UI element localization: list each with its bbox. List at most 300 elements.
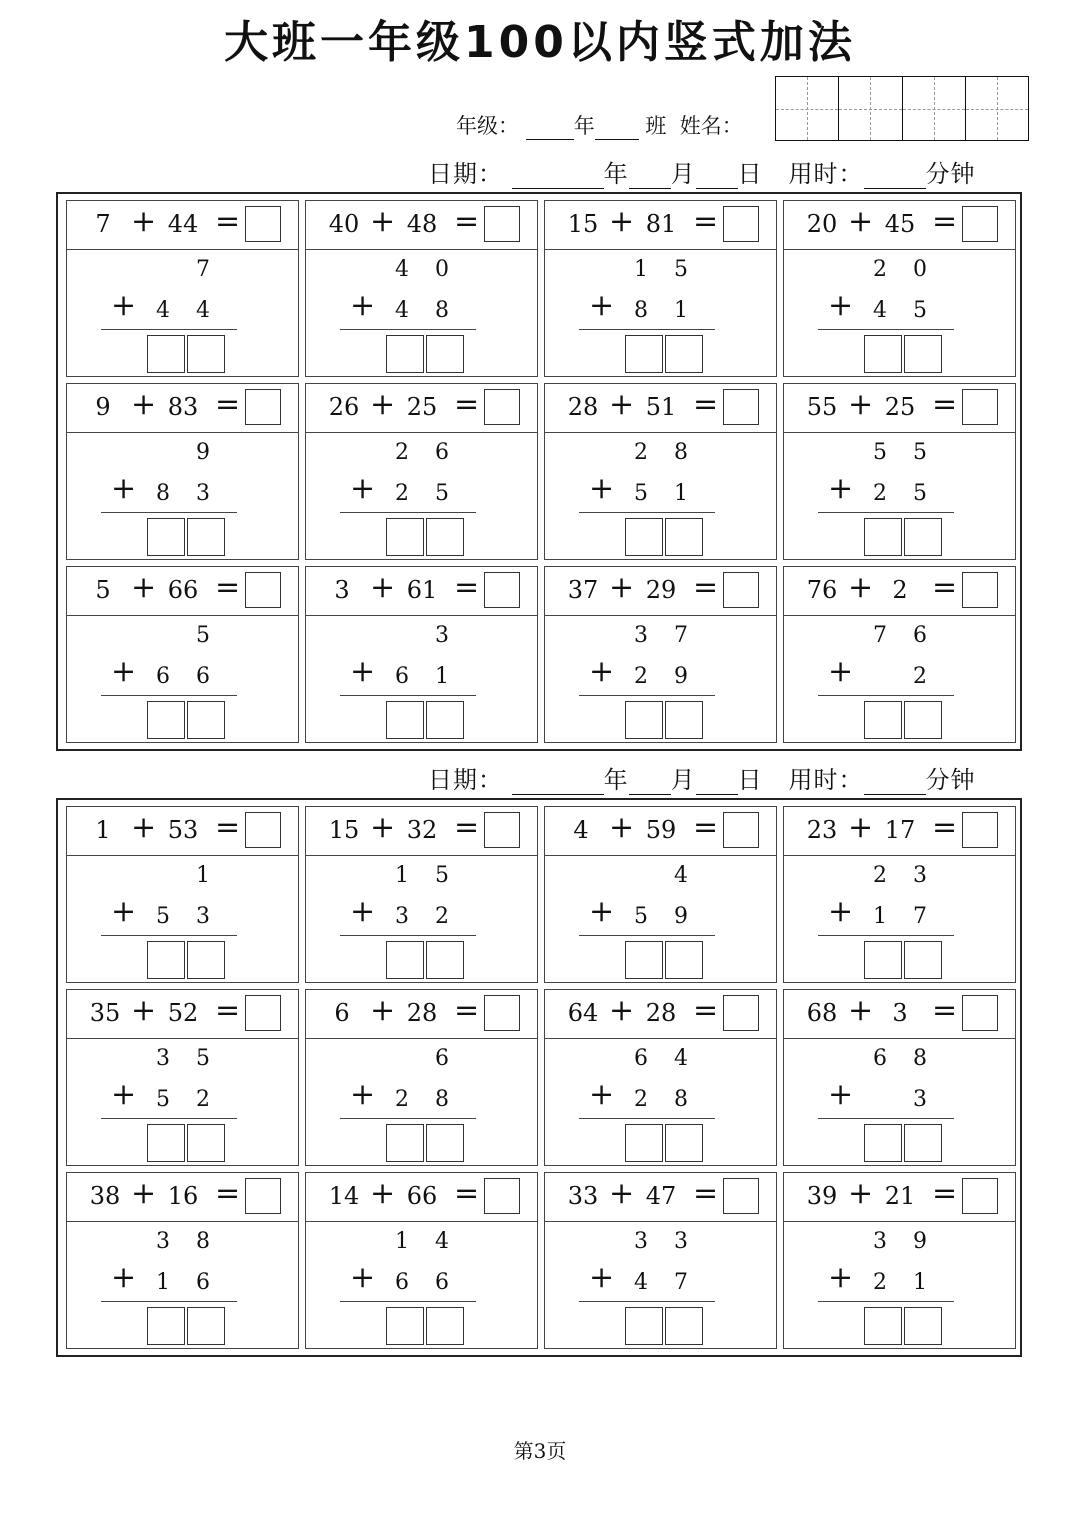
vertical-bottom-digit: 7	[674, 1270, 688, 1295]
plus-sign: +	[131, 204, 157, 239]
vertical-bottom-digit: 6	[435, 1270, 449, 1295]
vertical-bottom-digit: 1	[674, 298, 688, 323]
vertical-plus-sign: +	[111, 1260, 137, 1295]
time-blank[interactable]	[864, 166, 926, 189]
vertical-answer-box[interactable]	[665, 701, 703, 739]
vertical-answer-box[interactable]	[187, 518, 225, 556]
vertical-answer-box[interactable]	[386, 1124, 424, 1162]
minutes-label: 分钟	[925, 160, 976, 188]
answer-box[interactable]	[245, 812, 281, 848]
month-blank[interactable]	[629, 166, 671, 189]
addend-a: 15	[328, 816, 360, 844]
vertical-answer-box[interactable]	[386, 1307, 424, 1345]
sum-line	[340, 329, 476, 330]
vertical-bottom-digit: 1	[873, 904, 887, 929]
vertical-top-digit: 4	[395, 257, 409, 282]
addend-b: 47	[645, 1182, 677, 1210]
vertical-top-digit: 3	[913, 863, 927, 888]
vertical-answer-box[interactable]	[665, 1124, 703, 1162]
problem-section-2	[56, 798, 1022, 1357]
equals-sign: =	[454, 387, 480, 422]
date-row-1	[428, 154, 976, 189]
answer-box[interactable]	[484, 1178, 520, 1214]
answer-box[interactable]	[484, 389, 520, 425]
vertical-bottom-digit: 5	[156, 1087, 170, 1112]
equation-line	[545, 1173, 776, 1222]
vertical-answer-box[interactable]	[665, 518, 703, 556]
vertical-answer-box[interactable]	[904, 518, 942, 556]
vertical-answer-box[interactable]	[864, 1124, 902, 1162]
vertical-bottom-digit: 5	[913, 298, 927, 323]
equals-sign: =	[693, 810, 719, 845]
vertical-top-digit: 1	[395, 863, 409, 888]
vertical-top-digit: 3	[435, 623, 449, 648]
sum-line	[579, 935, 715, 936]
vertical-plus-sign: +	[350, 654, 376, 689]
equation-line	[784, 990, 1015, 1039]
answer-box[interactable]	[245, 206, 281, 242]
answer-box[interactable]	[962, 206, 998, 242]
year-blank[interactable]	[512, 166, 604, 189]
equals-sign: =	[454, 810, 480, 845]
vertical-bottom-digit: 2	[913, 664, 927, 689]
day-blank[interactable]	[696, 772, 738, 795]
month-blank[interactable]	[629, 772, 671, 795]
addend-a: 68	[806, 999, 838, 1027]
addend-b: 28	[645, 999, 677, 1027]
vertical-answer-box[interactable]	[904, 1307, 942, 1345]
sum-line	[101, 1301, 237, 1302]
vertical-answer-box[interactable]	[625, 1124, 663, 1162]
sum-line	[340, 935, 476, 936]
vertical-answer-box[interactable]	[864, 941, 902, 979]
problem-card	[544, 1172, 777, 1349]
problem-card	[544, 383, 777, 560]
addend-a: 7	[95, 210, 111, 238]
problem-card	[305, 806, 538, 983]
grade-year-blank[interactable]	[526, 119, 574, 140]
vertical-answer-box[interactable]	[426, 701, 464, 739]
equals-sign: =	[454, 570, 480, 605]
year-label: 年	[603, 766, 629, 794]
equation-line	[545, 807, 776, 856]
problem-card	[783, 1172, 1016, 1349]
equation-line	[67, 807, 298, 856]
vertical-answer-box[interactable]	[904, 941, 942, 979]
vertical-plus-sign: +	[828, 1260, 854, 1295]
equation-line	[306, 201, 537, 250]
vertical-answer-box[interactable]	[426, 518, 464, 556]
answer-box[interactable]	[484, 995, 520, 1031]
vertical-answer-box[interactable]	[904, 1124, 942, 1162]
vertical-plus-sign: +	[589, 1077, 615, 1112]
problem-card	[305, 383, 538, 560]
answer-box[interactable]	[723, 572, 759, 608]
problem-card	[544, 566, 777, 743]
addend-b: 83	[167, 393, 199, 421]
answer-box[interactable]	[962, 1178, 998, 1214]
vertical-answer-box[interactable]	[147, 518, 185, 556]
vertical-answer-box[interactable]	[665, 335, 703, 373]
plus-sign: +	[370, 993, 396, 1028]
problem-card	[783, 383, 1016, 560]
vertical-bottom-digit: 8	[435, 1087, 449, 1112]
addend-b: 25	[884, 393, 916, 421]
vertical-top-digit: 5	[674, 257, 688, 282]
answer-box[interactable]	[245, 1178, 281, 1214]
problem-card	[544, 200, 777, 377]
vertical-answer-box[interactable]	[665, 1307, 703, 1345]
vertical-plus-sign: +	[350, 288, 376, 323]
vertical-top-digit: 9	[913, 1229, 927, 1254]
year-label: 年	[603, 160, 629, 188]
vertical-plus-sign: +	[828, 894, 854, 929]
answer-box[interactable]	[723, 995, 759, 1031]
plus-sign: +	[370, 810, 396, 845]
vertical-bottom-digit: 3	[196, 481, 210, 506]
student-info-row	[456, 110, 743, 140]
vertical-answer-box[interactable]	[864, 518, 902, 556]
plus-sign: +	[609, 993, 635, 1028]
name-cell[interactable]	[839, 77, 902, 140]
vertical-top-digit: 5	[913, 440, 927, 465]
vertical-plus-sign: +	[828, 1077, 854, 1112]
answer-box[interactable]	[484, 812, 520, 848]
vertical-top-digit: 8	[913, 1046, 927, 1071]
vertical-answer-box[interactable]	[625, 1307, 663, 1345]
problem-card	[66, 383, 299, 560]
answer-box[interactable]	[962, 995, 998, 1031]
vertical-top-digit: 6	[435, 440, 449, 465]
date-label: 日期：	[428, 766, 503, 794]
plus-sign: +	[609, 570, 635, 605]
equals-sign: =	[215, 570, 241, 605]
addend-a: 64	[567, 999, 599, 1027]
answer-box[interactable]	[723, 1178, 759, 1214]
vertical-answer-box[interactable]	[386, 941, 424, 979]
vertical-top-digit: 6	[873, 1046, 887, 1071]
answer-box[interactable]	[245, 389, 281, 425]
problem-card	[544, 989, 777, 1166]
vertical-answer-box[interactable]	[904, 701, 942, 739]
vertical-answer-box[interactable]	[187, 335, 225, 373]
vertical-bottom-digit: 8	[674, 1087, 688, 1112]
name-cell[interactable]	[903, 77, 966, 140]
time-blank[interactable]	[864, 772, 926, 795]
sum-line	[579, 1301, 715, 1302]
problem-card	[66, 566, 299, 743]
vertical-top-digit: 2	[395, 440, 409, 465]
plus-sign: +	[131, 570, 157, 605]
addend-a: 20	[806, 210, 838, 238]
plus-sign: +	[131, 387, 157, 422]
vertical-top-digit: 8	[196, 1229, 210, 1254]
class-label: 班	[645, 114, 667, 138]
vertical-answer-box[interactable]	[386, 518, 424, 556]
vertical-answer-box[interactable]	[426, 1307, 464, 1345]
vertical-top-digit: 0	[913, 257, 927, 282]
vertical-bottom-digit: 2	[435, 904, 449, 929]
vertical-top-digit: 6	[435, 1046, 449, 1071]
time-label: 用时：	[788, 766, 864, 794]
plus-sign: +	[848, 387, 874, 422]
equation-line	[67, 567, 298, 616]
addend-a: 1	[95, 816, 111, 844]
vertical-bottom-digit: 1	[913, 1270, 927, 1295]
equals-sign: =	[454, 993, 480, 1028]
answer-box[interactable]	[245, 572, 281, 608]
addend-b: 52	[167, 999, 199, 1027]
equation-line	[306, 807, 537, 856]
vertical-answer-box[interactable]	[187, 1307, 225, 1345]
answer-box[interactable]	[484, 206, 520, 242]
name-cell[interactable]	[776, 77, 839, 140]
vertical-answer-box[interactable]	[426, 941, 464, 979]
addend-b: 16	[167, 1182, 199, 1210]
vertical-top-digit: 5	[435, 863, 449, 888]
vertical-bottom-digit: 6	[395, 664, 409, 689]
vertical-answer-box[interactable]	[625, 941, 663, 979]
equation-line	[784, 1173, 1015, 1222]
equation-line	[784, 201, 1015, 250]
day-label: 日	[737, 160, 763, 188]
vertical-answer-box[interactable]	[386, 335, 424, 373]
equals-sign: =	[215, 387, 241, 422]
sum-line	[101, 329, 237, 330]
vertical-answer-box[interactable]	[625, 335, 663, 373]
equals-sign: =	[932, 1176, 958, 1211]
addend-a: 5	[95, 576, 111, 604]
vertical-plus-sign: +	[589, 288, 615, 323]
equals-sign: =	[932, 570, 958, 605]
vertical-top-digit: 5	[873, 440, 887, 465]
vertical-top-digit: 2	[873, 863, 887, 888]
vertical-top-digit: 8	[674, 440, 688, 465]
month-label: 月	[670, 766, 696, 794]
problem-card	[305, 566, 538, 743]
addend-a: 14	[328, 1182, 360, 1210]
vertical-plus-sign: +	[111, 288, 137, 323]
vertical-top-digit: 7	[674, 623, 688, 648]
addend-b: 66	[406, 1182, 438, 1210]
vertical-answer-box[interactable]	[625, 518, 663, 556]
vertical-plus-sign: +	[111, 471, 137, 506]
addend-a: 28	[567, 393, 599, 421]
equals-sign: =	[932, 810, 958, 845]
addend-b: 3	[892, 999, 908, 1027]
vertical-top-digit: 4	[674, 863, 688, 888]
answer-box[interactable]	[962, 572, 998, 608]
vertical-bottom-digit: 9	[674, 904, 688, 929]
vertical-bottom-digit: 2	[395, 481, 409, 506]
equals-sign: =	[693, 387, 719, 422]
answer-box[interactable]	[723, 812, 759, 848]
vertical-bottom-digit: 6	[196, 664, 210, 689]
equation-line	[67, 201, 298, 250]
vertical-answer-box[interactable]	[864, 335, 902, 373]
vertical-answer-box[interactable]	[147, 1307, 185, 1345]
vertical-top-digit: 6	[634, 1046, 648, 1071]
addend-a: 38	[89, 1182, 121, 1210]
equation-line	[545, 567, 776, 616]
addend-a: 55	[806, 393, 838, 421]
vertical-bottom-digit: 6	[395, 1270, 409, 1295]
equals-sign: =	[215, 204, 241, 239]
equation-line	[545, 384, 776, 433]
vertical-bottom-digit: 4	[634, 1270, 648, 1295]
vertical-top-digit: 0	[435, 257, 449, 282]
vertical-bottom-digit: 9	[674, 664, 688, 689]
vertical-top-digit: 4	[674, 1046, 688, 1071]
page-title: 大班一年级100以内竖式加法	[224, 17, 856, 68]
addend-a: 23	[806, 816, 838, 844]
vertical-plus-sign: +	[589, 1260, 615, 1295]
vertical-top-digit: 7	[873, 623, 887, 648]
vertical-answer-box[interactable]	[187, 1124, 225, 1162]
vertical-answer-box[interactable]	[904, 335, 942, 373]
plus-sign: +	[609, 1176, 635, 1211]
sum-line	[101, 1118, 237, 1119]
vertical-answer-box[interactable]	[147, 335, 185, 373]
month-label: 月	[670, 160, 696, 188]
answer-box[interactable]	[962, 812, 998, 848]
vertical-top-digit: 3	[674, 1229, 688, 1254]
vertical-bottom-digit: 2	[395, 1087, 409, 1112]
name-cell[interactable]	[966, 77, 1028, 140]
vertical-bottom-digit: 8	[634, 298, 648, 323]
sum-line	[340, 512, 476, 513]
equals-sign: =	[693, 204, 719, 239]
plus-sign: +	[370, 1176, 396, 1211]
vertical-bottom-digit: 8	[156, 481, 170, 506]
vertical-plus-sign: +	[111, 1077, 137, 1112]
vertical-top-digit: 1	[395, 1229, 409, 1254]
vertical-bottom-digit: 1	[156, 1270, 170, 1295]
sum-line	[579, 1118, 715, 1119]
plus-sign: +	[370, 204, 396, 239]
answer-box[interactable]	[484, 572, 520, 608]
equation-line	[306, 1173, 537, 1222]
plus-sign: +	[131, 993, 157, 1028]
equals-sign: =	[215, 1176, 241, 1211]
vertical-answer-box[interactable]	[864, 701, 902, 739]
vertical-answer-box[interactable]	[147, 941, 185, 979]
vertical-answer-box[interactable]	[147, 701, 185, 739]
vertical-plus-sign: +	[350, 894, 376, 929]
sum-line	[579, 695, 715, 696]
vertical-bottom-digit: 2	[634, 664, 648, 689]
addend-b: 48	[406, 210, 438, 238]
addend-a: 15	[567, 210, 599, 238]
vertical-plus-sign: +	[828, 654, 854, 689]
vertical-answer-box[interactable]	[665, 941, 703, 979]
plus-sign: +	[131, 1176, 157, 1211]
sum-line	[818, 695, 954, 696]
vertical-bottom-digit: 6	[196, 1270, 210, 1295]
plus-sign: +	[131, 810, 157, 845]
date-label: 日期：	[428, 160, 503, 188]
answer-box[interactable]	[723, 389, 759, 425]
vertical-bottom-digit: 5	[634, 481, 648, 506]
vertical-answer-box[interactable]	[426, 335, 464, 373]
problem-grid	[66, 200, 1016, 743]
vertical-bottom-digit: 3	[196, 904, 210, 929]
day-blank[interactable]	[696, 166, 738, 189]
addend-a: 4	[573, 816, 589, 844]
vertical-plus-sign: +	[111, 894, 137, 929]
vertical-bottom-digit: 1	[435, 664, 449, 689]
answer-box[interactable]	[723, 206, 759, 242]
answer-box[interactable]	[962, 389, 998, 425]
addend-b: 32	[406, 816, 438, 844]
vertical-answer-box[interactable]	[426, 1124, 464, 1162]
answer-box[interactable]	[245, 995, 281, 1031]
vertical-answer-box[interactable]	[386, 701, 424, 739]
sum-line	[340, 1118, 476, 1119]
problem-card	[66, 806, 299, 983]
vertical-bottom-digit: 2	[873, 1270, 887, 1295]
vertical-top-digit: 5	[196, 623, 210, 648]
addend-a: 76	[806, 576, 838, 604]
vertical-answer-box[interactable]	[625, 701, 663, 739]
vertical-answer-box[interactable]	[187, 701, 225, 739]
class-blank[interactable]	[595, 119, 639, 140]
vertical-plus-sign: +	[589, 654, 615, 689]
equals-sign: =	[215, 993, 241, 1028]
vertical-bottom-digit: 3	[913, 1087, 927, 1112]
vertical-bottom-digit: 7	[913, 904, 927, 929]
name-writing-grid[interactable]	[775, 76, 1029, 141]
plus-sign: +	[848, 570, 874, 605]
vertical-bottom-digit: 5	[913, 481, 927, 506]
vertical-bottom-digit: 8	[435, 298, 449, 323]
addend-b: 51	[645, 393, 677, 421]
vertical-top-digit: 6	[913, 623, 927, 648]
problem-section-1	[56, 192, 1022, 751]
addend-a: 3	[334, 576, 350, 604]
vertical-answer-box[interactable]	[864, 1307, 902, 1345]
year-blank[interactable]	[512, 772, 604, 795]
addend-a: 9	[95, 393, 111, 421]
vertical-bottom-digit: 2	[634, 1087, 648, 1112]
equation-line	[67, 1173, 298, 1222]
problem-card	[305, 1172, 538, 1349]
equation-line	[306, 567, 537, 616]
vertical-answer-box[interactable]	[147, 1124, 185, 1162]
addend-a: 40	[328, 210, 360, 238]
vertical-top-digit: 3	[156, 1229, 170, 1254]
vertical-bottom-digit: 5	[634, 904, 648, 929]
addend-b: 61	[406, 576, 438, 604]
addend-b: 44	[167, 210, 199, 238]
time-label: 用时：	[788, 160, 864, 188]
equation-line	[306, 990, 537, 1039]
vertical-bottom-digit: 1	[674, 481, 688, 506]
sum-line	[818, 329, 954, 330]
plus-sign: +	[848, 1176, 874, 1211]
sum-line	[101, 695, 237, 696]
sum-line	[579, 512, 715, 513]
vertical-bottom-digit: 4	[873, 298, 887, 323]
addend-a: 37	[567, 576, 599, 604]
addend-a: 35	[89, 999, 121, 1027]
vertical-bottom-digit: 5	[156, 904, 170, 929]
vertical-plus-sign: +	[350, 471, 376, 506]
problem-card	[544, 806, 777, 983]
sum-line	[340, 695, 476, 696]
vertical-answer-box[interactable]	[187, 941, 225, 979]
addend-b: 29	[645, 576, 677, 604]
